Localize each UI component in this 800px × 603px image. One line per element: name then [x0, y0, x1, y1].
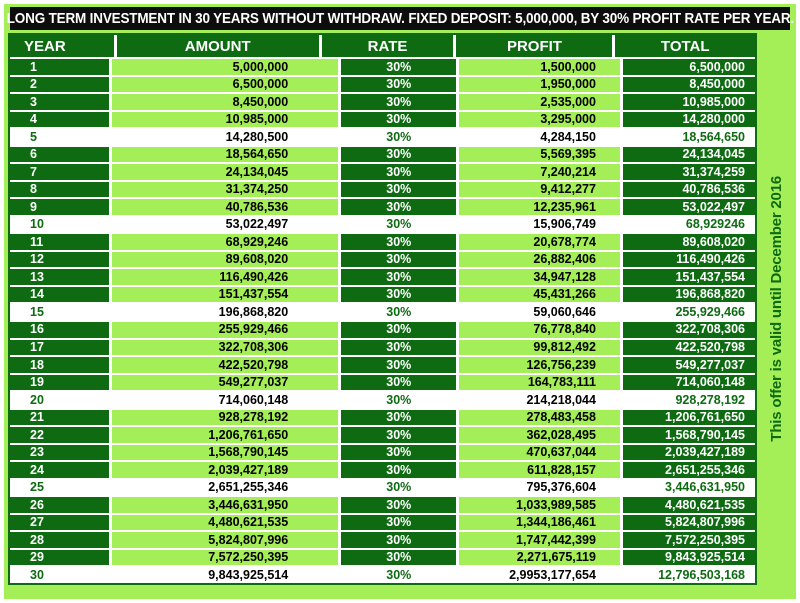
- table-row: [10, 375, 755, 391]
- rate-cell: 30%: [341, 532, 456, 548]
- total-cell: 24,134,045: [623, 147, 755, 163]
- profit-cell: 3,295,000: [459, 112, 620, 128]
- rate-cell: 30%: [341, 129, 456, 145]
- profit-cell: 45,431,266: [459, 287, 620, 303]
- profit-cell: 1,033,989,585: [459, 497, 620, 513]
- rate-cell: 30%: [341, 445, 456, 461]
- table-row: [10, 322, 755, 338]
- total-cell: 714,060,148: [623, 375, 755, 391]
- rate-cell: 30%: [341, 147, 456, 163]
- profit-cell: 1,500,000: [459, 59, 620, 75]
- table-row: [10, 304, 755, 320]
- profit-cell: 7,240,214: [459, 164, 620, 180]
- profit-cell: 795,376,604: [459, 480, 620, 496]
- total-cell: 116,490,426: [623, 252, 755, 268]
- column-header-year: YEAR: [10, 35, 114, 57]
- amount-cell: 928,278,192: [112, 410, 339, 426]
- amount-cell: 714,060,148: [112, 392, 339, 408]
- table-row: [10, 59, 755, 75]
- table-row: [10, 164, 755, 180]
- profit-cell: 9,412,277: [459, 182, 620, 198]
- total-cell: 6,500,000: [623, 59, 755, 75]
- profit-cell: 470,637,044: [459, 445, 620, 461]
- amount-cell: 9,843,925,514: [112, 567, 339, 583]
- table-row: [10, 515, 755, 531]
- rate-cell: 30%: [341, 234, 456, 250]
- amount-cell: 4,480,621,535: [112, 515, 339, 531]
- rate-cell: 30%: [341, 375, 456, 391]
- profit-cell: 1,950,000: [459, 77, 620, 93]
- profit-cell: 26,882,406: [459, 252, 620, 268]
- side-note-strip: [757, 33, 796, 585]
- table-row: [10, 497, 755, 513]
- table-row: [10, 392, 755, 408]
- rate-cell: 30%: [341, 480, 456, 496]
- year-cell: 8: [10, 182, 109, 198]
- profit-cell: 2,535,000: [459, 94, 620, 110]
- amount-cell: 255,929,466: [112, 322, 339, 338]
- amount-cell: 5,000,000: [112, 59, 339, 75]
- rate-cell: 30%: [341, 304, 456, 320]
- rate-cell: 30%: [341, 392, 456, 408]
- year-cell: 6: [10, 147, 109, 163]
- total-cell: 7,572,250,395: [623, 532, 755, 548]
- profit-cell: 34,947,128: [459, 269, 620, 285]
- amount-cell: 40,786,536: [112, 199, 339, 215]
- table-row: [10, 199, 755, 215]
- profit-cell: 164,783,111: [459, 375, 620, 391]
- table-row: [10, 217, 755, 233]
- amount-cell: 5,824,807,996: [112, 532, 339, 548]
- amount-cell: 18,564,650: [112, 147, 339, 163]
- table-row: [10, 550, 755, 566]
- profit-cell: 2,271,675,119: [459, 550, 620, 566]
- total-cell: 549,277,037: [623, 357, 755, 373]
- year-cell: 19: [10, 375, 109, 391]
- rate-cell: 30%: [341, 567, 456, 583]
- year-cell: 29: [10, 550, 109, 566]
- rate-cell: 30%: [341, 199, 456, 215]
- total-cell: 14,280,000: [623, 112, 755, 128]
- profit-cell: 76,778,840: [459, 322, 620, 338]
- table-row: [10, 567, 755, 583]
- amount-cell: 1,568,790,145: [112, 445, 339, 461]
- year-cell: 12: [10, 252, 109, 268]
- amount-cell: 322,708,306: [112, 340, 339, 356]
- total-cell: 4,480,621,535: [623, 497, 755, 513]
- column-header-profit: PROFIT: [456, 35, 612, 57]
- amount-cell: 7,572,250,395: [112, 550, 339, 566]
- amount-cell: 24,134,045: [112, 164, 339, 180]
- table-row: [10, 480, 755, 496]
- year-cell: 18: [10, 357, 109, 373]
- title-bar: [6, 7, 794, 30]
- rate-cell: 30%: [341, 77, 456, 93]
- total-cell: 9,843,925,514: [623, 550, 755, 566]
- year-cell: 21: [10, 410, 109, 426]
- total-cell: 422,520,798: [623, 340, 755, 356]
- rate-cell: 30%: [341, 217, 456, 233]
- year-cell: 23: [10, 445, 109, 461]
- table-row: [10, 462, 755, 478]
- year-cell: 1: [10, 59, 109, 75]
- rate-cell: 30%: [341, 340, 456, 356]
- profit-cell: 1,344,186,461: [459, 515, 620, 531]
- year-cell: 7: [10, 164, 109, 180]
- amount-cell: 8,450,000: [112, 94, 339, 110]
- total-cell: 2,039,427,189: [623, 445, 755, 461]
- year-cell: 13: [10, 269, 109, 285]
- page-title: LONG TERM INVESTMENT IN 30 YEARS WITHOUT WITHDRAW. FIXED DEPOSIT: 5,000,000, BY 30% PROFIT RATE PER YEAR.: [6, 10, 794, 27]
- year-cell: 24: [10, 462, 109, 478]
- profit-cell: 1,747,442,399: [459, 532, 620, 548]
- amount-cell: 31,374,250: [112, 182, 339, 198]
- year-cell: 28: [10, 532, 109, 548]
- amount-cell: 2,651,255,346: [112, 480, 339, 496]
- rate-cell: 30%: [341, 287, 456, 303]
- total-cell: 68,929246: [623, 217, 755, 233]
- profit-cell: 278,483,458: [459, 410, 620, 426]
- amount-cell: 89,608,020: [112, 252, 339, 268]
- total-cell: 31,374,259: [623, 164, 755, 180]
- year-cell: 15: [10, 304, 109, 320]
- offer-validity-note: This offer is valid until December 2016: [768, 176, 785, 442]
- table-row: [10, 94, 755, 110]
- year-cell: 2: [10, 77, 109, 93]
- rate-cell: 30%: [341, 322, 456, 338]
- amount-cell: 549,277,037: [112, 375, 339, 391]
- table-row: [10, 234, 755, 250]
- year-cell: 4: [10, 112, 109, 128]
- total-cell: 1,206,761,650: [623, 410, 755, 426]
- rate-cell: 30%: [341, 497, 456, 513]
- rate-cell: 30%: [341, 357, 456, 373]
- year-cell: 10: [10, 217, 109, 233]
- total-cell: 255,929,466: [623, 304, 755, 320]
- total-cell: 322,708,306: [623, 322, 755, 338]
- profit-cell: 4,284,150: [459, 129, 620, 145]
- amount-cell: 1,206,761,650: [112, 427, 339, 443]
- total-cell: 8,450,000: [623, 77, 755, 93]
- table-row: [10, 410, 755, 426]
- total-cell: 53,022,497: [623, 199, 755, 215]
- year-cell: 25: [10, 480, 109, 496]
- rate-cell: 30%: [341, 462, 456, 478]
- amount-cell: 53,022,497: [112, 217, 339, 233]
- year-cell: 11: [10, 234, 109, 250]
- total-cell: 928,278,192: [623, 392, 755, 408]
- profit-cell: 362,028,495: [459, 427, 620, 443]
- total-cell: 10,985,000: [623, 94, 755, 110]
- total-cell: 18,564,650: [623, 129, 755, 145]
- table-row: [10, 340, 755, 356]
- total-cell: 12,796,503,168: [623, 567, 755, 583]
- profit-cell: 611,828,157: [459, 462, 620, 478]
- table-row: [10, 147, 755, 163]
- profit-cell: 59,060,646: [459, 304, 620, 320]
- table-row: [10, 287, 755, 303]
- rate-cell: 30%: [341, 427, 456, 443]
- rate-cell: 30%: [341, 410, 456, 426]
- rate-cell: 30%: [341, 94, 456, 110]
- profit-cell: 126,756,239: [459, 357, 620, 373]
- year-cell: 16: [10, 322, 109, 338]
- total-cell: 2,651,255,346: [623, 462, 755, 478]
- investment-table: [8, 33, 757, 585]
- amount-cell: 196,868,820: [112, 304, 339, 320]
- table-row: [10, 129, 755, 145]
- column-header-rate: RATE: [322, 35, 454, 57]
- table-row: [10, 532, 755, 548]
- profit-cell: 20,678,774: [459, 234, 620, 250]
- profit-cell: 12,235,961: [459, 199, 620, 215]
- rate-cell: 30%: [341, 269, 456, 285]
- year-cell: 5: [10, 129, 109, 145]
- year-cell: 26: [10, 497, 109, 513]
- amount-cell: 116,490,426: [112, 269, 339, 285]
- amount-cell: 10,985,000: [112, 112, 339, 128]
- amount-cell: 68,929,246: [112, 234, 339, 250]
- table-row: [10, 112, 755, 128]
- total-cell: 1,568,790,145: [623, 427, 755, 443]
- amount-cell: 422,520,798: [112, 357, 339, 373]
- year-cell: 9: [10, 199, 109, 215]
- year-cell: 22: [10, 427, 109, 443]
- year-cell: 17: [10, 340, 109, 356]
- table-row: [10, 427, 755, 443]
- table-header-row: [10, 35, 755, 57]
- total-cell: 151,437,554: [623, 269, 755, 285]
- table-row: [10, 269, 755, 285]
- rate-cell: 30%: [341, 515, 456, 531]
- total-cell: 196,868,820: [623, 287, 755, 303]
- table-row: [10, 77, 755, 93]
- amount-cell: 14,280,500: [112, 129, 339, 145]
- amount-cell: 2,039,427,189: [112, 462, 339, 478]
- amount-cell: 151,437,554: [112, 287, 339, 303]
- amount-cell: 3,446,631,950: [112, 497, 339, 513]
- table-row: [10, 445, 755, 461]
- rate-cell: 30%: [341, 59, 456, 75]
- profit-cell: 99,812,492: [459, 340, 620, 356]
- column-header-amount: AMOUNT: [117, 35, 319, 57]
- year-cell: 30: [10, 567, 109, 583]
- table-row: [10, 357, 755, 373]
- year-cell: 3: [10, 94, 109, 110]
- rate-cell: 30%: [341, 164, 456, 180]
- year-cell: 20: [10, 392, 109, 408]
- profit-cell: 5,569,395: [459, 147, 620, 163]
- table-row: [10, 252, 755, 268]
- total-cell: 40,786,536: [623, 182, 755, 198]
- year-cell: 14: [10, 287, 109, 303]
- rate-cell: 30%: [341, 550, 456, 566]
- profit-cell: 214,218,044: [459, 392, 620, 408]
- rate-cell: 30%: [341, 252, 456, 268]
- table-row: [10, 182, 755, 198]
- year-cell: 27: [10, 515, 109, 531]
- rate-cell: 30%: [341, 182, 456, 198]
- rate-cell: 30%: [341, 112, 456, 128]
- total-cell: 89,608,020: [623, 234, 755, 250]
- total-cell: 5,824,807,996: [623, 515, 755, 531]
- profit-cell: 2,9953,177,654: [459, 567, 620, 583]
- total-cell: 3,446,631,950: [623, 480, 755, 496]
- profit-cell: 15,906,749: [459, 217, 620, 233]
- amount-cell: 6,500,000: [112, 77, 339, 93]
- column-header-total: TOTAL: [615, 35, 755, 57]
